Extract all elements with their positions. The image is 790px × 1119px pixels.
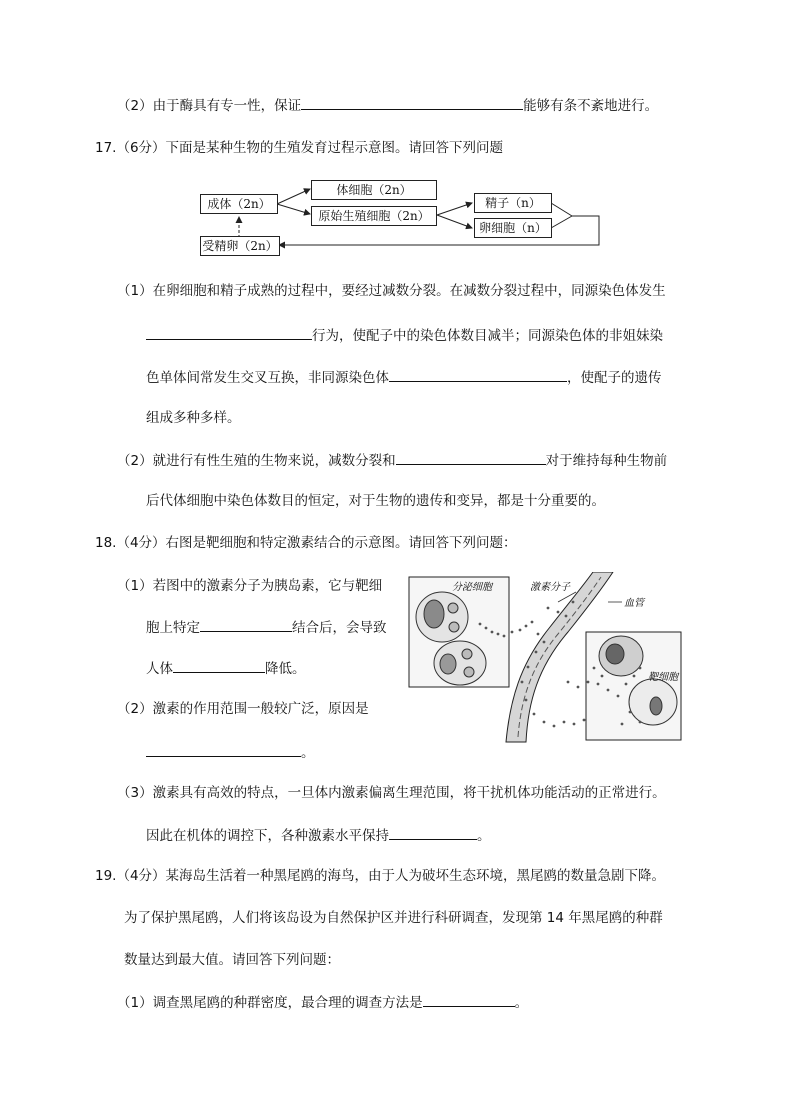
secretory-cell-label: 分泌细胞 (452, 582, 492, 593)
answer-blank[interactable] (173, 658, 265, 673)
q16-part2: （2）由于酶具有专一性，保证 能够有条不紊地进行。 (117, 95, 658, 116)
answer-blank[interactable] (389, 367, 567, 382)
hormone-target-cell-figure (408, 572, 686, 744)
q18-part2-line2: 。 (146, 742, 315, 763)
zygote-box: 受精卵（2n） (200, 236, 280, 256)
egg-box: 卵细胞（n） (474, 218, 552, 238)
primordial-germ-cell-box: 原始生殖细胞（2n） (311, 206, 437, 226)
q17-part2-line1: （2）就进行有性生殖的生物来说，减数分裂和 对于维持每种生物前 (117, 450, 667, 471)
q19-body-line1: 为了保护黑尾鸥，人们将该岛设为自然保护区并进行科研调查，发现第 14 年黑尾鸥的种群 (124, 910, 663, 926)
q17-header: 17.（6分）下面是某种生物的生殖发育过程示意图。请回答下列问题 (95, 140, 504, 156)
q18-header: 18.（4分）右图是靶细胞和特定激素结合的示意图。请回答下列问题： (95, 535, 517, 551)
q18-part1-line3: 人体 降低。 (146, 658, 306, 679)
q17-part1-line1: （1）在卵细胞和精子成熟的过程中，要经过减数分裂。在减数分裂过程中，同源染色体发生 (117, 283, 666, 299)
q18-part1-line1: （1）若图中的激素分子为胰岛素，它与靶细 (117, 578, 383, 594)
q17-part1-line4: 组成多种多样。 (146, 410, 241, 426)
blood-vessel-label: 血管 (624, 598, 644, 609)
target-cell-label: 靶细胞 (648, 672, 678, 683)
diagram-arrows (0, 0, 790, 300)
q17-part2-line2: 后代体细胞中染色体数目的恒定，对于生物的遗传和变异，都是十分重要的。 (146, 493, 605, 509)
answer-blank[interactable] (389, 825, 477, 840)
q17-part1-line3: 色单体间常发生交叉互换，非同源染色体 ，使配子的遗传 (146, 367, 662, 388)
hormone-figure-drawing (408, 572, 686, 744)
q17-part1-line2: 行为，使配子中的染色体数目减半；同源染色体的非姐妹染 (146, 325, 663, 346)
q18-part2-line1: （2）激素的作用范围一般较广泛，原因是 (117, 701, 369, 717)
q18-part3-line2: 因此在机体的调控下，各种激素水平保持 。 (146, 825, 491, 846)
adult-box: 成体（2n） (200, 194, 278, 214)
hormone-molecule-label: 激素分子 (530, 582, 570, 593)
sperm-box: 精子（n） (474, 193, 552, 213)
answer-blank[interactable] (146, 742, 301, 757)
answer-blank[interactable] (423, 992, 515, 1007)
somatic-cell-box: 体细胞（2n） (311, 180, 437, 200)
answer-blank[interactable] (200, 617, 292, 632)
answer-blank[interactable] (396, 450, 546, 465)
answer-blank[interactable] (146, 325, 312, 340)
q19-part1: （1）调查黑尾鸥的种群密度，最合理的调查方法是 。 (117, 992, 528, 1013)
q18-part3-line1: （3）激素具有高效的特点，一旦体内激素偏离生理范围，将干扰机体功能活动的正常进行。 (117, 785, 666, 801)
q19-header: 19.（4分）某海岛生活着一种黑尾鸥的海鸟，由于人为破坏生态环境，黑尾鸥的数量急剧下降。 (95, 868, 666, 884)
q18-part1-line2: 胞上特定 结合后，会导致 (146, 617, 387, 638)
q19-body-line2: 数量达到最大值。请回答下列问题： (124, 952, 340, 968)
